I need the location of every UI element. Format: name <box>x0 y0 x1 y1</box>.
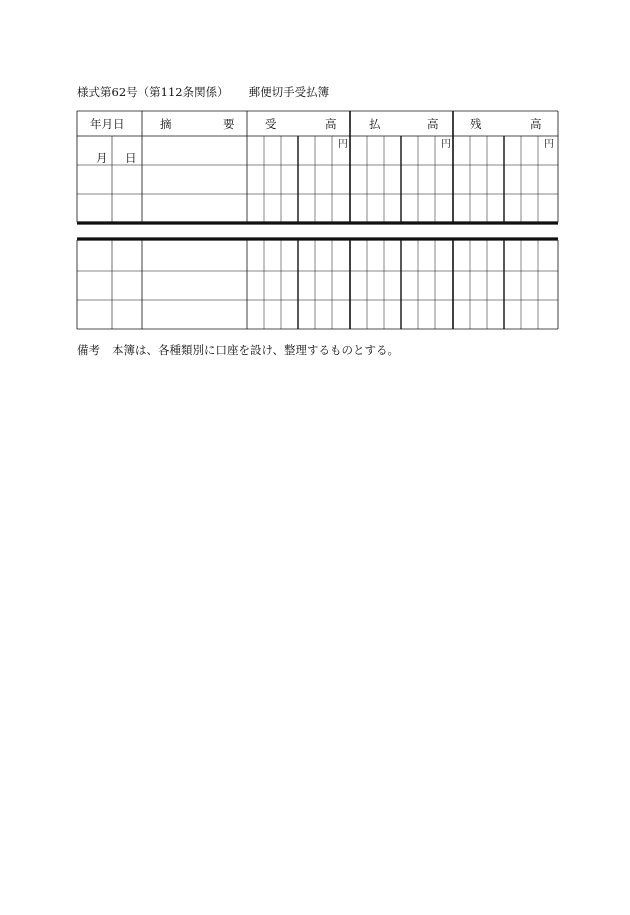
remarks-text: 本簿は、各種類別に口座を設け、整理するものとする。 <box>112 343 400 357</box>
receipt-yen-label: 円 <box>338 139 348 150</box>
subheader-month: 月 <box>96 151 108 165</box>
remarks-label: 備考 <box>77 343 100 357</box>
header-payment-left: 払 <box>369 117 381 131</box>
header-balance-left: 残 <box>470 117 482 131</box>
header-summary-right: 要 <box>223 117 235 131</box>
subheader-day: 日 <box>125 151 137 165</box>
header-receipt-left: 受 <box>265 117 277 131</box>
form-number: 様式第62号（第112条関係） <box>77 85 229 99</box>
header-payment-right: 高 <box>427 117 439 131</box>
ledger-table <box>77 111 558 329</box>
ledger-grid <box>77 111 558 329</box>
header-balance-right: 高 <box>530 117 542 131</box>
form-title: 郵便切手受払簿 <box>248 85 330 99</box>
header-summary-left: 摘 <box>160 117 172 131</box>
payment-yen-label: 円 <box>441 139 451 150</box>
header-date: 年月日 <box>90 117 125 131</box>
balance-yen-label: 円 <box>544 139 554 150</box>
form-header <box>77 84 329 100</box>
header-receipt-right: 高 <box>325 117 337 131</box>
remarks <box>77 342 399 358</box>
